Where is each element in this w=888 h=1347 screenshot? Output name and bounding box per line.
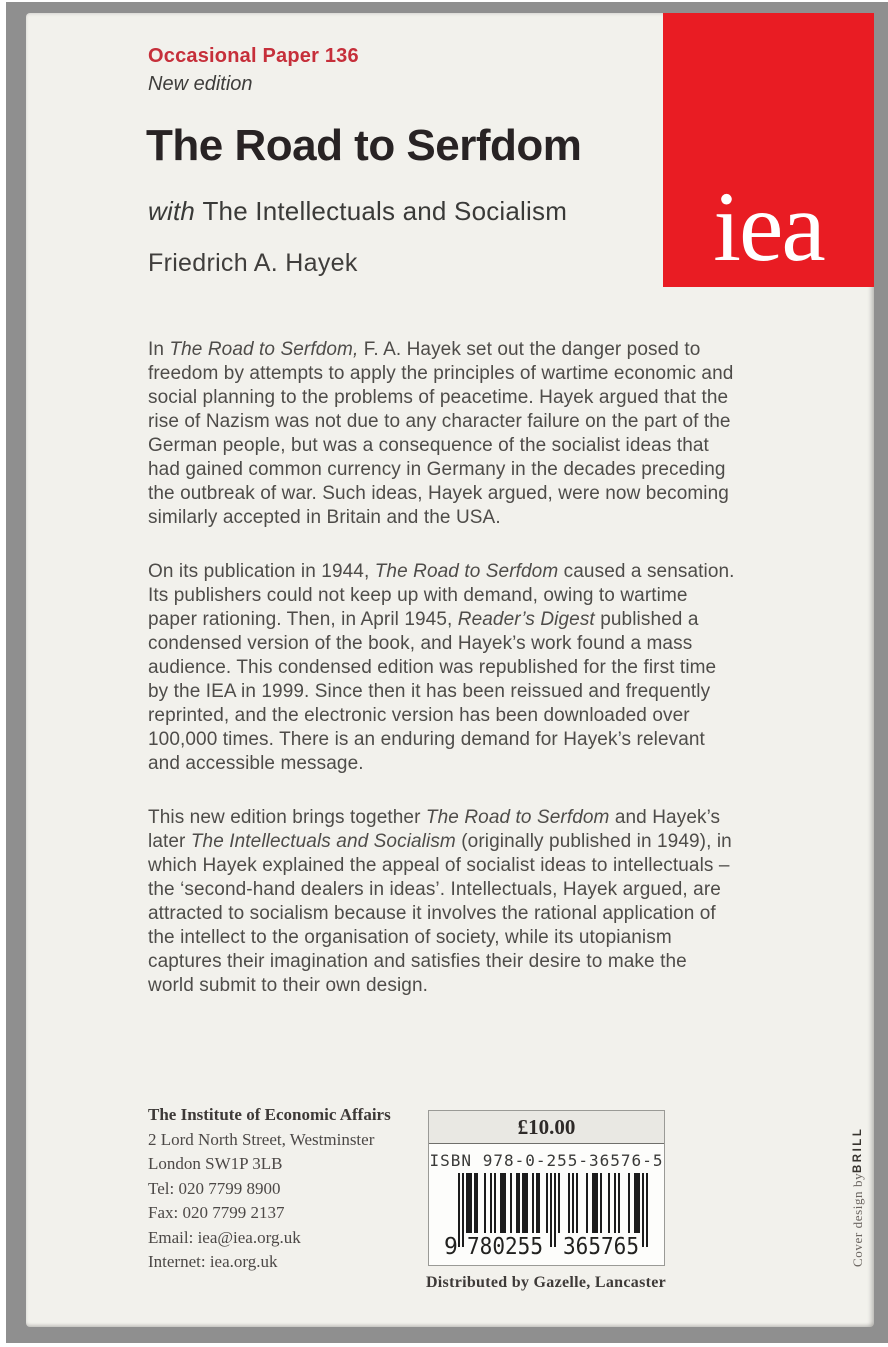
- barcode-panel: [428, 1110, 665, 1266]
- svg-text:780255: 780255: [466, 1234, 543, 1257]
- series-label: Occasional Paper 136: [148, 45, 359, 67]
- publisher-address-line: Email: iea@iea.org.uk: [148, 1227, 301, 1247]
- credit-designer: BRILL: [852, 1126, 864, 1173]
- cover-design-credit: [850, 1107, 866, 1267]
- blurb-paragraph: In The Road to Serfdom, F. A. Hayek set out the danger posed to freedom by attempts to apply the principles of wartime economic and social planning to the problems of peacetime. Hayek argued that the rise of Nazism was not due to any character failure on the part of the German people, but was a consequence of the socialist ideas that had gained common currency in Germany in the decades preceding the outbreak of war. Such ideas, Hayek argued, were now becoming similarly accepted in Britain and the USA.: [148, 339, 734, 528]
- blurb-paragraph: This new edition brings together The Road to Serfdom and Hayek’s later The Intellectuals and Socialism (originally published in 1949), in which Hayek explained the appeal of socialist ideas to intellectuals – the ‘second-hand dealers in ideas’. Intellectuals, Hayek argued, are attracted to socialism because it involves the rational application of the intellect to the organisation of society, while its utopianism captures their imagination and satisfies their desire to make the world submit to their own design.: [148, 807, 732, 996]
- book-subtitle: [148, 196, 567, 227]
- svg-text:9: 9: [443, 1234, 458, 1257]
- publisher-address-line: 2 Lord North Street, Westminster: [148, 1129, 375, 1149]
- distribution-note: Distributed by Gazelle, Lancaster: [425, 1274, 667, 1291]
- subtitle-main: The Intellectuals and Socialism: [202, 196, 568, 226]
- blurb: [148, 338, 736, 1028]
- book-back-cover: [26, 13, 874, 1327]
- subtitle-with: with: [148, 196, 203, 226]
- svg-text:365765: 365765: [562, 1234, 639, 1257]
- edition-label: New edition: [148, 73, 253, 95]
- author-name: Friedrich A. Hayek: [148, 249, 358, 277]
- publisher-address-line: Fax: 020 7799 2137: [148, 1203, 285, 1222]
- iea-logo: [663, 13, 874, 287]
- publisher-address: [148, 1128, 391, 1275]
- blurb-paragraph: On its publication in 1944, The Road to Serfdom caused a sensation. Its publishers could not keep up with demand, owing to wartime paper rationing. Then, in April 1945, Reader’s Digest published a condensed version of the book, and Hayek’s work found a mass audience. This condensed edition was republished for the first time by the IEA in 1999. Since then it has been reissued and frequently reprinted, and the electronic version has been downloaded over 100,000 times. There is an enduring demand for Hayek’s relevant and accessible message.: [148, 561, 735, 774]
- price: £10.00: [517, 1114, 576, 1139]
- iea-logo-text: iea: [713, 171, 824, 282]
- publisher-address-line: Tel: 020 7799 8900: [148, 1178, 281, 1198]
- publisher-block: [148, 1103, 391, 1275]
- ean-barcode: [444, 1173, 650, 1257]
- credit-text: Cover design by: [850, 1172, 865, 1267]
- publisher-address-line: Internet: iea.org.uk: [148, 1252, 278, 1271]
- book-title: The Road to Serfdom: [146, 121, 582, 170]
- publisher-address-line: London SW1P 3LB: [148, 1154, 283, 1173]
- publisher-name: The Institute of Economic Affairs: [148, 1105, 391, 1124]
- price-band: [429, 1111, 664, 1144]
- isbn-label: ISBN 978-0-255-36576-5: [429, 1151, 664, 1170]
